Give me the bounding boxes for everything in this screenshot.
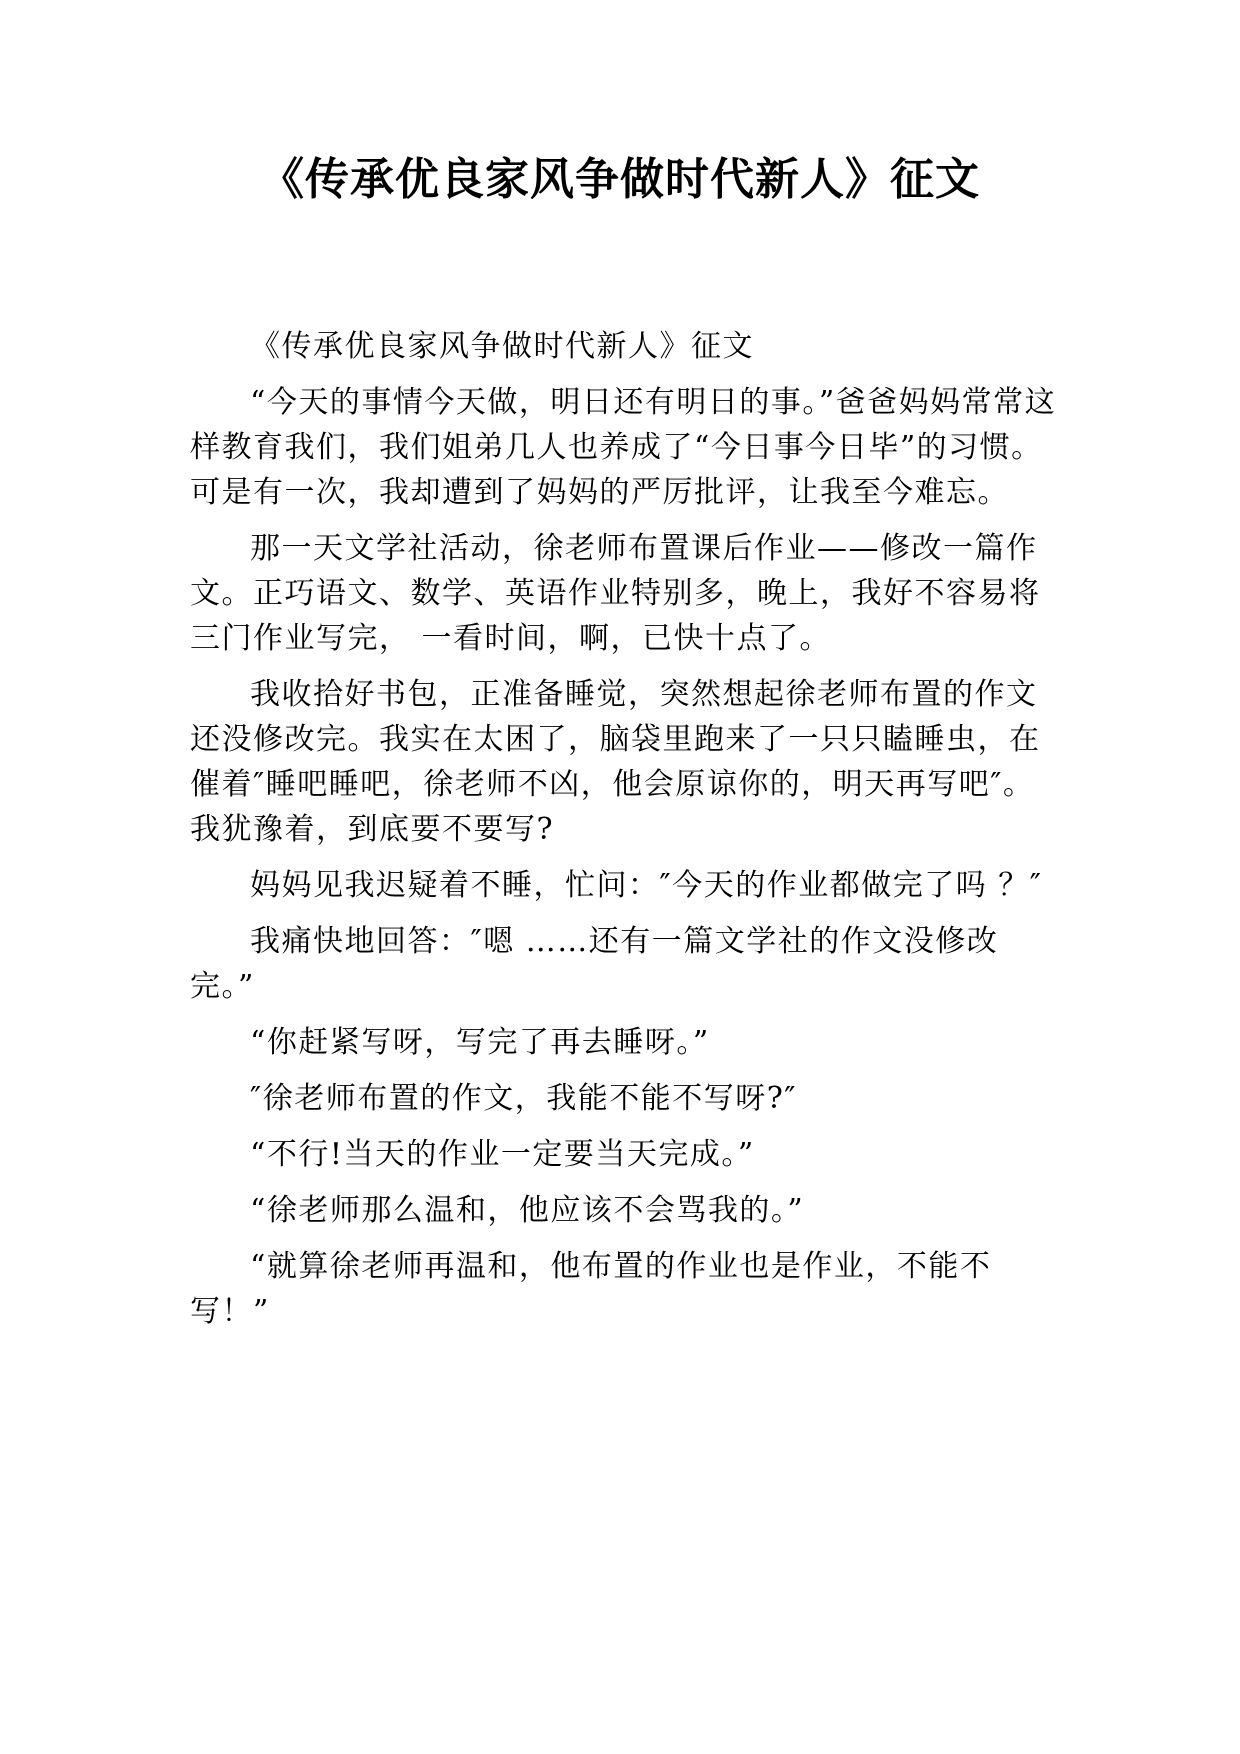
paragraph: 那一天文学社活动，徐老师布置课后作业——修改一篇作文。正巧语文、数学、英语作业特别多，晚上，我好不容易将三门作业写完， 一看时间，啊，已快十点了。 <box>190 531 1041 656</box>
paragraph: 妈妈见我迟疑着不睡，忙问：″今天的作业都做完了吗 ？″ <box>250 868 1043 903</box>
document-body <box>190 324 1060 1345</box>
paragraph: “今天的事情今天做，明日还有明日的事。”爸爸妈妈常常这样教育我们，我们姐弟几人也养成了“今日事今日毕”的习惯。可是有一次，我却遭到了妈妈的严厉批评，让我至今难忘。 <box>190 385 1057 510</box>
dialogue-line: “就算徐老师再温和，他布置的作业也是作业，不能不写！” <box>190 1249 992 1329</box>
paragraph-heading: 《传承优良家风争做时代新人》征文 <box>250 329 754 364</box>
dialogue-line: ″徐老师布置的作文，我能不能不写呀?″ <box>250 1081 797 1116</box>
page-title: 《传承优良家风争做时代新人》征文 <box>260 154 980 205</box>
dialogue-line: “不行!当天的作业一定要当天完成。” <box>250 1137 755 1172</box>
paragraph: 我痛快地回答：″嗯 ……还有一篇文学社的作文没修改完。” <box>190 924 999 1004</box>
paragraph: 我收拾好书包，正准备睡觉，突然想起徐老师布置的作文还没修改完。我实在太困了，脑袋里跑来了一只只瞌睡虫，在催着″睡吧睡吧，徐老师不凶，他会原谅你的，明天再写吧″。我犹豫着，到底要不要写? <box>190 677 1041 847</box>
dialogue-line: “徐老师那么温和，他应该不会骂我的。” <box>250 1193 805 1228</box>
dialogue-line: “你赶紧写呀，写完了再去睡呀。” <box>250 1025 710 1060</box>
